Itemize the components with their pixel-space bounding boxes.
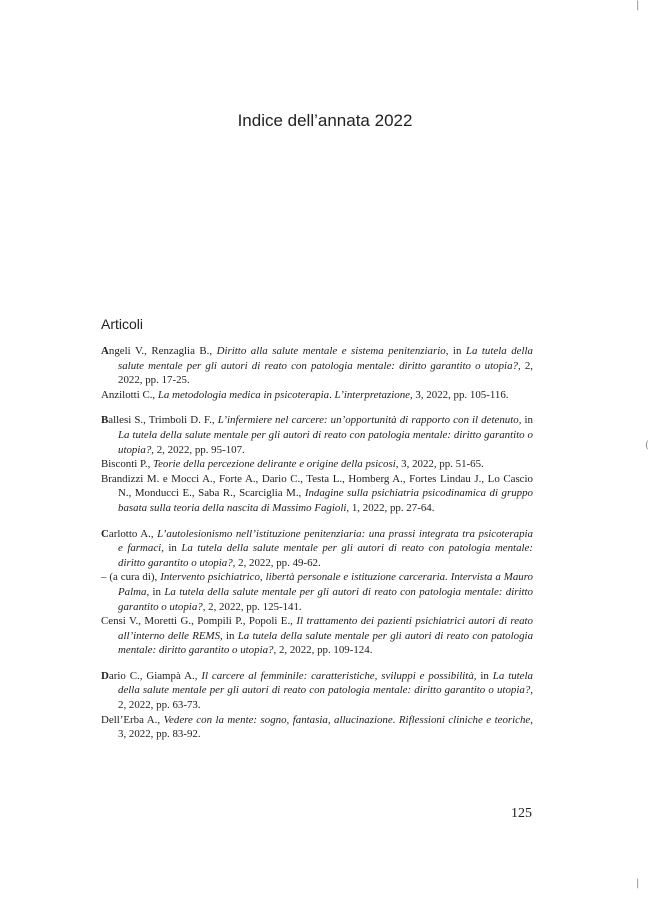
entry-title: Indagine sulla psichiatria psicodinamica di gruppo basata sulla teoria della nascita di Massimo Fagioli: [118, 487, 533, 514]
entry-authors: – (a cura di),: [101, 571, 161, 584]
entry-connector: , in: [518, 414, 533, 427]
letter-initial: B: [101, 414, 109, 427]
index-entry: [101, 713, 533, 742]
entry-title: Il trattamento dei pazienti psichiatrici autori di reato all’interno delle REMS: [118, 615, 533, 642]
index-entry: [101, 388, 533, 403]
entry-title: L’infermiere nel carcere: un’opportunità di rapporto con il detenuto: [217, 414, 519, 427]
entry-details: , 2, 2022, pp. 95-107.: [151, 443, 245, 456]
entry-connector: , in: [146, 585, 165, 598]
entry-source: La tutela della salute mentale per gli autori di reato con patologia mentale: diritto garantito o utopia?: [118, 669, 533, 697]
entry-authors: ngeli V., Renzaglia B.,: [108, 345, 217, 357]
entry-connector: , in: [220, 629, 238, 642]
entry-connector: , in: [445, 345, 466, 357]
index-entry: [101, 457, 533, 472]
index-entry: [101, 413, 533, 457]
entry-title: Il carcere al femminile: caratteristiche, sviluppi e possibilità: [201, 669, 474, 682]
index-entry: [101, 614, 533, 658]
letter-initial: A: [101, 345, 109, 357]
entry-authors: Dell’Erba A.,: [101, 713, 164, 726]
crop-mark: |: [636, 878, 640, 889]
entry-title: Intervento psichiatrico, libertà personale e istituzione carceraria. Intervista a Mauro Palma: [118, 571, 534, 598]
entry-source: La tutela della salute mentale per gli autori di reato con patologia mentale: diritto garantito o utopia?: [118, 428, 533, 456]
entry-details: , 2, 2022, pp. 109-124.: [273, 644, 373, 657]
entry-details: , 3, 2022, pp. 83-92.: [118, 713, 533, 741]
entry-details: , 2, 2022, pp. 63-73.: [118, 684, 533, 712]
entry-authors: allesi S., Trimboli D. F.,: [108, 414, 218, 427]
page-number: 125: [511, 806, 532, 821]
entry-title: Diritto alla salute mentale e sistema penitenziario: [216, 345, 446, 357]
letter-initial: C: [101, 527, 109, 540]
entry-title: L’autolesionismo nell’istituzione penitenziaria: una prassi integrata tra psicoterapia e farmaci: [118, 527, 533, 555]
entry-connector: , in: [473, 669, 493, 682]
entry-details: , 1, 2022, pp. 27-64.: [346, 501, 435, 514]
entry-authors: ario C., Giampà A.,: [108, 669, 202, 682]
entry-authors: Bisconti P.,: [101, 458, 154, 471]
entry-source: La tutela della salute mentale per gli autori di reato con patologia mentale: diritto garantito o utopia?: [118, 542, 534, 569]
entry-source: La tutela della salute mentale per gli autori di reato con patologia mentale: diritto garantito o utopia?: [118, 629, 534, 657]
index-entry: [101, 344, 533, 388]
entry-connector: .: [329, 388, 335, 401]
index-entry: [101, 472, 533, 516]
page-title: Indice dell’annata 2022: [237, 111, 413, 130]
entry-details: , 2, 2022, pp. 49-62.: [232, 556, 321, 569]
entry-details: , 3, 2022, pp. 105-116.: [409, 388, 509, 401]
entry-authors: Anzilotti C.,: [101, 388, 158, 401]
entry-authors: Censi V., Moretti G., Pompili P., Popoli E.,: [101, 615, 297, 628]
entry-authors: Brandizzi M. e Mocci A., Forte A., Dario C., Testa L., Homberg A., Fortes Lindau J., Lo Cascio N., Monducci E., Saba R., Scarciglia M.,: [101, 472, 533, 500]
letter-initial: D: [101, 669, 109, 682]
section-heading: Articoli: [101, 316, 144, 332]
entry-title: Teorie della percezione delirante e origine della psicosi: [153, 458, 396, 471]
entry-details: , 2, 2022, pp. 125-141.: [202, 600, 302, 613]
entry-details: , 3, 2022, pp. 51-65.: [395, 458, 484, 471]
entry-authors: arlotto A.,: [108, 527, 158, 540]
entry-source: La tutela della salute mentale per gli autori di reato con patologia mentale: diritto garantito o utopia?: [118, 585, 534, 613]
entry-details: , 2, 2022, pp. 17-25.: [118, 359, 533, 387]
entry-title: La metodologia medica in psicoterapia: [157, 388, 330, 401]
registration-mark: (: [645, 440, 649, 451]
crop-mark: |: [636, 0, 640, 11]
index-entry: [101, 527, 533, 571]
article-index-list: [101, 344, 533, 742]
index-entry: [101, 570, 533, 614]
entry-title: Vedere con la mente: sogno, fantasia, allucinazione. Riflessioni cliniche e teoriche: [163, 713, 531, 726]
entry-source: L’interpretazione: [334, 388, 410, 401]
index-entry: [101, 669, 533, 713]
entry-connector: , in: [161, 542, 182, 555]
entry-source: La tutela della salute mentale per gli autori di reato con patologia mentale: diritto garantito o utopia?: [118, 345, 533, 372]
